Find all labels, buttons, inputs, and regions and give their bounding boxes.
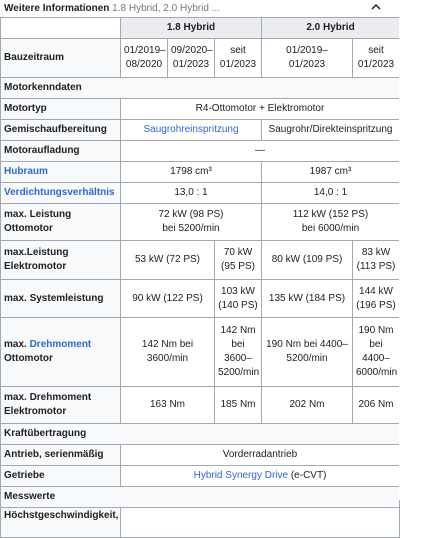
leistung-elektro-cell: 53 kW (72 PS) xyxy=(121,241,215,280)
saugrohreinspritzung-link[interactable]: Saugrohreinspritzung xyxy=(143,124,239,135)
verdichtung-value-1-8: 13,0 : 1 xyxy=(121,183,262,204)
table-row xyxy=(1,183,400,204)
row-label-leistung-otto: max. Leistung Ottomotor xyxy=(1,204,121,241)
row-label-systemleistung: max. Systemleistung xyxy=(1,280,121,318)
row-label-leistung-elektro: max.Leistung Elektromotor xyxy=(1,241,121,280)
table-row xyxy=(1,99,400,120)
motoraufladung-value: — xyxy=(121,141,400,162)
antrieb-value: Vorderradantrieb xyxy=(121,445,400,466)
section-kraftuebertragung: Kraftübertragung xyxy=(1,424,400,445)
drehmoment-elektro-cell: 206 Nm xyxy=(353,387,400,424)
bauzeitraum-cell: seit 01/2023 xyxy=(215,39,262,78)
table-row xyxy=(1,39,400,78)
infobox-subtitle: 1.8 Hybrid, 2.0 Hybrid ... xyxy=(109,3,220,14)
table-row xyxy=(1,280,400,318)
drehmoment-elektro-cell: 185 Nm xyxy=(215,387,262,424)
hybrid-synergy-drive-link[interactable]: Hybrid Synergy Drive xyxy=(193,470,289,481)
table-row xyxy=(1,120,400,141)
drehmoment-prefix: max. xyxy=(4,339,30,350)
row-label-hubraum[interactable] xyxy=(1,162,121,183)
row-label-bauzeitraum: Bauzeitraum xyxy=(1,39,121,78)
systemleistung-cell: 135 kW (184 PS) xyxy=(262,280,353,318)
drehmoment-otto-cell: 142 Nm bei 3600– 5200/min xyxy=(215,318,262,387)
systemleistung-cell: 90 kW (122 PS) xyxy=(121,280,215,318)
leistung-elektro-cell: 70 kW (95 PS) xyxy=(215,241,262,280)
gemisch-value-2-0: Saugrohr/Direkteinspritzung xyxy=(262,120,400,141)
row-label-verdichtung[interactable] xyxy=(1,183,121,204)
infobox-header[interactable] xyxy=(0,0,440,17)
verdichtungsverhaeltnis-link[interactable]: Verdichtungsverhältnis xyxy=(4,187,115,198)
drehmoment-suffix: Ottomotor xyxy=(4,353,53,364)
leistung-elektro-cell: 80 kW (109 PS) xyxy=(262,241,353,280)
table-row xyxy=(1,424,400,445)
chevron-up-icon[interactable] xyxy=(370,1,382,13)
drehmoment-elektro-cell: 202 Nm xyxy=(262,387,353,424)
bauzeitraum-cell: 01/2019– 01/2023 xyxy=(262,39,353,78)
row-label-motoraufladung: Motoraufladung xyxy=(1,141,121,162)
hoechstgeschwindigkeit-value xyxy=(121,508,400,538)
table-row xyxy=(1,387,400,424)
leistung-elektro-cell: 83 kW (113 PS) xyxy=(353,241,400,280)
infobox-title: Weitere Informationen xyxy=(4,3,110,14)
getriebe-suffix: (e-CVT) xyxy=(288,470,327,481)
hubraum-link[interactable]: Hubraum xyxy=(4,166,48,177)
table-row xyxy=(1,466,400,487)
table-row xyxy=(1,241,400,280)
drehmoment-otto-cell: 142 Nm bei 3600/min xyxy=(121,318,215,387)
row-label-gemischaufbereitung: Gemischaufbereitung xyxy=(1,120,121,141)
motortyp-value: R4-Ottomotor + Elektromotor xyxy=(121,99,400,120)
verdichtung-value-2-0: 14,0 : 1 xyxy=(262,183,400,204)
row-label-getriebe: Getriebe xyxy=(1,466,121,487)
bauzeitraum-cell: 01/2019– 08/2020 xyxy=(121,39,168,78)
row-label-drehmoment-otto xyxy=(1,318,121,387)
page-margin xyxy=(399,17,440,500)
table-row xyxy=(1,162,400,183)
bauzeitraum-cell: 09/2020– 01/2023 xyxy=(168,39,215,78)
table-row xyxy=(1,508,400,538)
table-row xyxy=(1,487,400,508)
leistung-otto-1-8: 72 kW (98 PS) bei 5200/min xyxy=(121,204,262,241)
table-row xyxy=(1,318,400,387)
row-label-motortyp: Motortyp xyxy=(1,99,121,120)
gemisch-link[interactable] xyxy=(121,120,262,141)
row-label-hoechstgeschwindigkeit: Höchstgeschwindigkeit, xyxy=(1,508,121,538)
table-row xyxy=(1,18,400,39)
table-row xyxy=(1,141,400,162)
systemleistung-cell: 103 kW (140 PS) xyxy=(215,280,262,318)
systemleistung-cell: 144 kW (196 PS) xyxy=(353,280,400,318)
row-label-drehmoment-elektro: max. Drehmoment Elektromotor xyxy=(1,387,121,424)
col-head-1-8-hybrid: 1.8 Hybrid xyxy=(121,18,262,39)
technical-data-table xyxy=(0,17,400,538)
table-row xyxy=(1,445,400,466)
leistung-otto-2-0: 112 kW (152 PS) bei 6000/min xyxy=(262,204,400,241)
drehmoment-otto-cell: 190 Nm bei 4400– 6000/min xyxy=(353,318,400,387)
hubraum-value-1-8: 1798 cm³ xyxy=(121,162,262,183)
row-label-antrieb: Antrieb, serienmäßig xyxy=(1,445,121,466)
section-motorkenndaten: Motorkenndaten xyxy=(1,78,400,99)
getriebe-value xyxy=(121,466,400,487)
hubraum-value-2-0: 1987 cm³ xyxy=(262,162,400,183)
table-row xyxy=(1,204,400,241)
col-head-2-0-hybrid: 2.0 Hybrid xyxy=(262,18,400,39)
table-row xyxy=(1,78,400,99)
table-corner xyxy=(1,18,121,39)
section-messwerte: Messwerte xyxy=(1,487,400,508)
bauzeitraum-cell: seit 01/2023 xyxy=(353,39,400,78)
drehmoment-elektro-cell: 163 Nm xyxy=(121,387,215,424)
drehmoment-link[interactable]: Drehmoment xyxy=(29,339,92,350)
drehmoment-otto-cell: 190 Nm bei 4400– 5200/min xyxy=(262,318,353,387)
